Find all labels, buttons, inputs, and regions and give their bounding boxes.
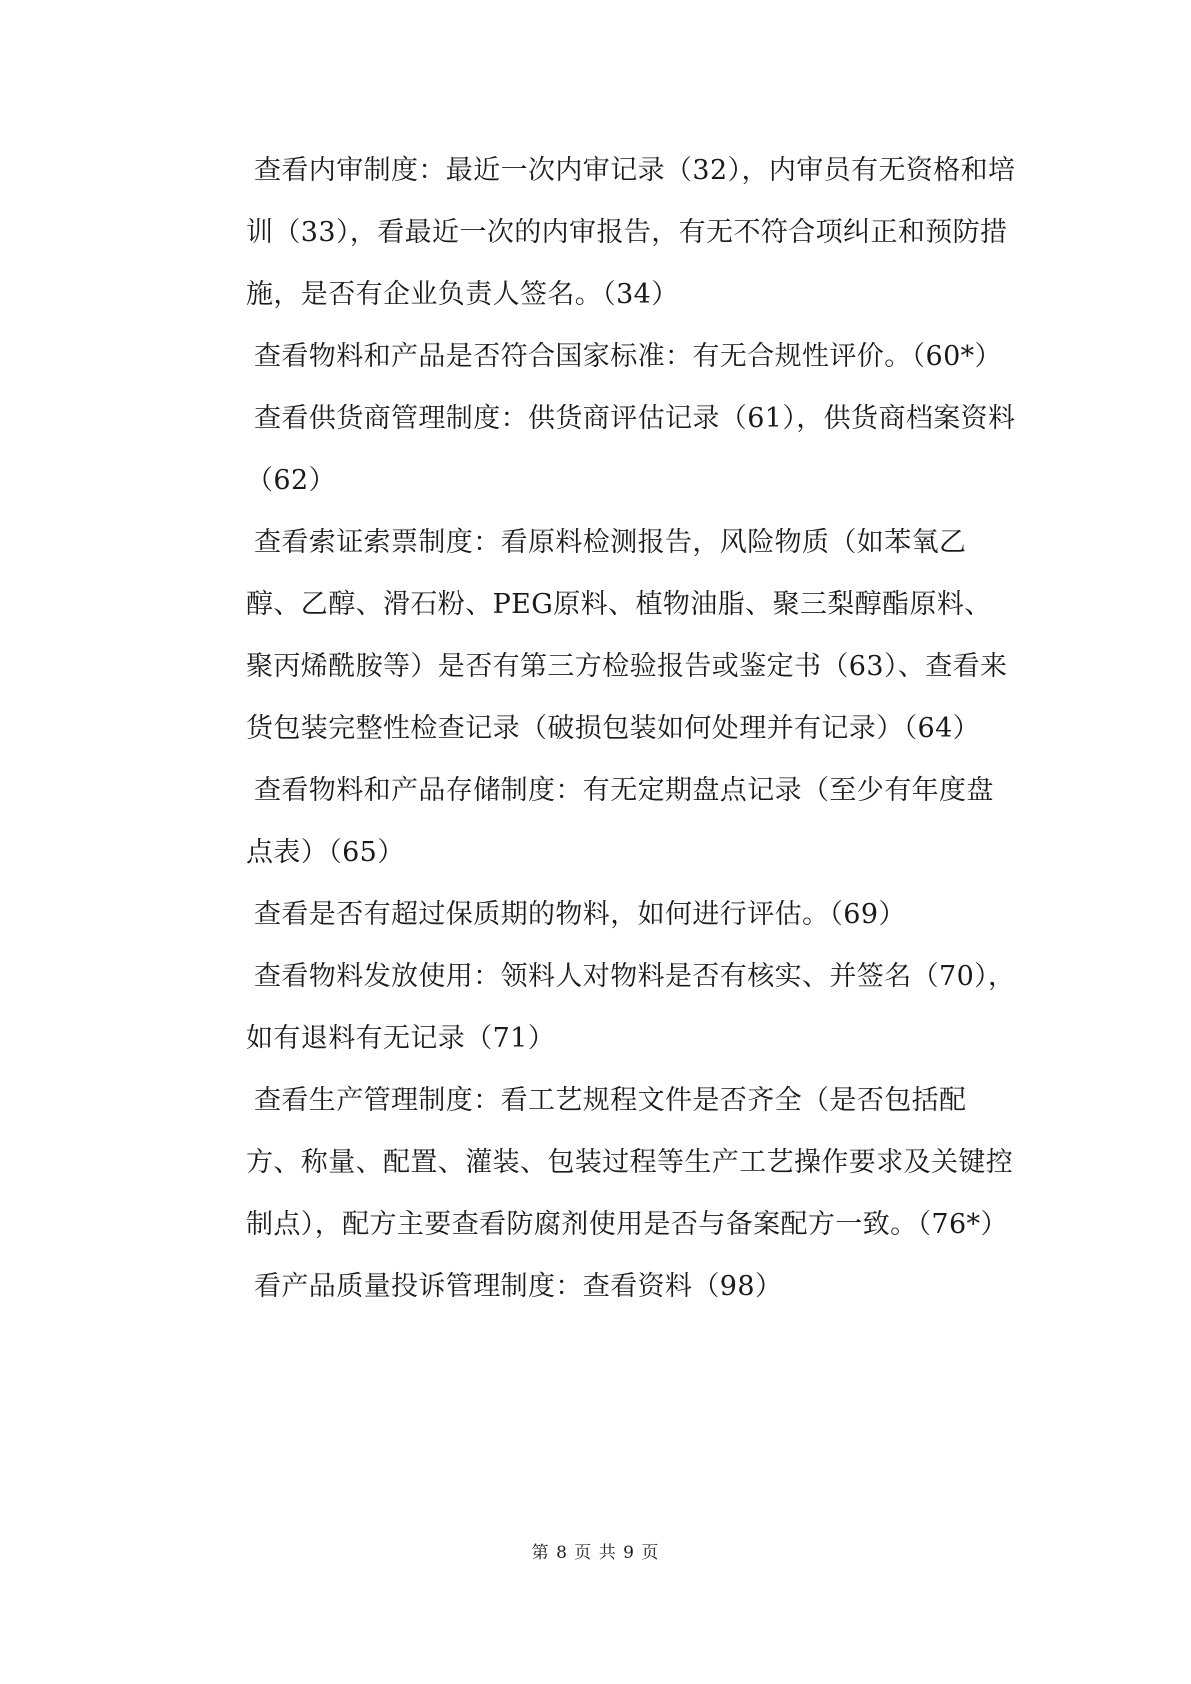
paragraph-national-standard: 查看物料和产品是否符合国家标准：有无合规性评价。（60*） xyxy=(254,341,1002,372)
paragraph-storage: 查看物料和产品存储制度：有无定期盘点记录（至少有年度盘点表）（65） xyxy=(246,775,994,868)
paragraph-expired-materials: 查看是否有超过保质期的物料，如何进行评估。（69） xyxy=(254,899,906,930)
paragraph-certificate-invoice: 查看索证索票制度：看原料检测报告，风险物质（如苯氧乙醇、乙醇、滑石粉、PEG原料、植物油脂、聚三梨醇酯原料、聚丙烯酰胺等）是否有第三方检验报告或鉴定书（63）、查看来货包装完整性检查记录（破损包装如何处理并有记录）（64） xyxy=(246,527,1008,744)
document-body xyxy=(246,140,1016,1318)
paragraph-material-issuance: 查看物料发放使用：领料人对物料是否有核实、并签名（70），如有退料有无记录（71） xyxy=(246,961,1016,1054)
paragraph-internal-audit: 查看内审制度：最近一次内审记录（32），内审员有无资格和培训（33），看最近一次的内审报告，有无不符合项纠正和预防措施，是否有企业负责人签名。（34） xyxy=(246,155,1016,310)
paragraph-complaint-management: 看产品质量投诉管理制度：查看资料（98） xyxy=(254,1271,783,1302)
paragraph-production-management: 查看生产管理制度：看工艺规程文件是否齐全（是否包括配方、称量、配置、灌装、包装过程等生产工艺操作要求及关键控制点），配方主要查看防腐剂使用是否与备案配方一致。（76*） xyxy=(246,1085,1014,1240)
page-number-footer: 第 8 页 共 9 页 xyxy=(531,1543,660,1563)
paragraph-supplier-management: 查看供货商管理制度：供货商评估记录（61），供货商档案资料（62） xyxy=(246,403,1016,496)
